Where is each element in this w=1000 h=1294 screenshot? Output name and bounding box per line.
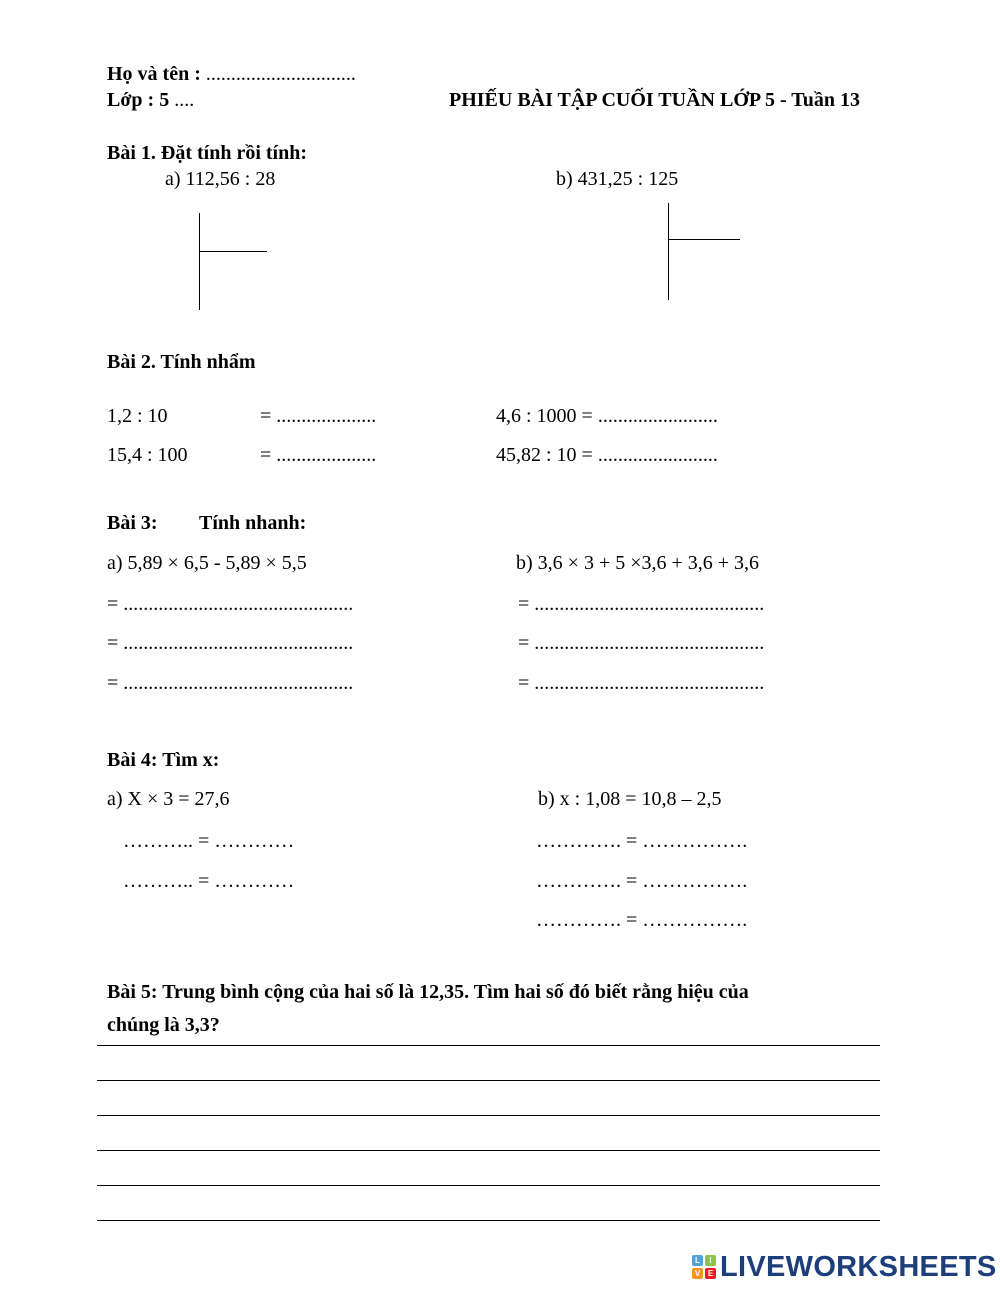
answer-line[interactable] <box>97 1220 880 1221</box>
bai2-row2-expr: 15,4 : 100 <box>107 444 188 466</box>
bai2-heading: Bài 2. Tính nhẩm <box>107 351 256 373</box>
liveworksheets-logo <box>692 1252 997 1282</box>
bai3-a-step-1[interactable]: = .............................................. <box>107 593 354 615</box>
bai4-b-step-1[interactable]: …………. = ……………. <box>536 830 748 852</box>
bai2-row1-right[interactable]: 4,6 : 1000 = ........................ <box>496 405 718 427</box>
bai3-a-step-2[interactable]: = .............................................. <box>107 632 354 654</box>
bai5-question-line-2: chúng là 3,3? <box>107 1014 220 1036</box>
bai1-problem-a: a) 112,56 : 28 <box>165 168 276 190</box>
name-field <box>107 62 356 86</box>
bai4-a-step-1[interactable]: ……….. = ………… <box>123 830 295 852</box>
bai3-b-step-2[interactable]: = .............................................. <box>518 632 765 654</box>
bai3-a-step-3[interactable]: = .............................................. <box>107 672 354 694</box>
bai3-problem-a: a) 5,89 × 6,5 - 5,89 × 5,5 <box>107 552 307 574</box>
answer-line[interactable] <box>97 1150 880 1151</box>
bai2-row1-answer[interactable]: = .................... <box>260 405 377 427</box>
bai3-b-step-3[interactable]: = .............................................. <box>518 672 765 694</box>
bai2-row1-expr: 1,2 : 10 <box>107 405 168 427</box>
bai1-problem-b: b) 431,25 : 125 <box>556 168 679 190</box>
bai3-heading-number: Bài 3: <box>107 512 158 534</box>
bai5-question-line-1: Bài 5: Trung bình cộng của hai số là 12,35. Tìm hai số đó biết rằng hiệu của <box>107 981 749 1003</box>
bai2-row2-right[interactable]: 45,82 : 10 = ........................ <box>496 444 718 466</box>
badge-letter: V <box>692 1268 703 1279</box>
name-label: Họ và tên : <box>107 63 201 85</box>
bai1-heading: Bài 1. Đặt tính rồi tính: <box>107 142 308 164</box>
bai3-b-step-1[interactable]: = .............................................. <box>518 593 765 615</box>
bai2-row2-answer[interactable]: = .................... <box>260 444 377 466</box>
class-blank[interactable]: .... <box>169 89 195 111</box>
badge-letter: L <box>692 1255 703 1266</box>
worksheet-title: PHIẾU BÀI TẬP CUỐI TUẦN LỚP 5 - Tuần 13 <box>449 89 861 111</box>
liveworksheets-wordmark: LIVEWORKSHEETS <box>720 1250 997 1283</box>
answer-line[interactable] <box>97 1080 880 1081</box>
bai4-b-step-2[interactable]: …………. = ……………. <box>536 870 748 892</box>
answer-line[interactable] <box>97 1185 880 1186</box>
bai4-b-step-3[interactable]: …………. = ……………. <box>536 909 748 931</box>
division-bracket-b-horizontal <box>669 239 740 240</box>
badge-letter: I <box>705 1255 716 1266</box>
bai3-heading-title: Tính nhanh: <box>199 512 307 534</box>
bai4-problem-b: b) x : 1,08 = 10,8 – 2,5 <box>538 788 722 810</box>
division-bracket-a-vertical <box>199 213 200 310</box>
answer-line[interactable] <box>97 1115 880 1116</box>
bai4-heading: Bài 4: Tìm x: <box>107 749 220 771</box>
name-blank[interactable]: .............................. <box>200 63 356 85</box>
liveworksheets-badge-icon <box>692 1255 716 1279</box>
class-field <box>107 88 194 112</box>
bai3-problem-b: b) 3,6 × 3 + 5 ×3,6 + 3,6 + 3,6 <box>516 552 760 574</box>
bai4-a-step-2[interactable]: ……….. = ………… <box>123 870 295 892</box>
bai4-problem-a: a) X × 3 = 27,6 <box>107 788 230 810</box>
badge-letter: E <box>705 1268 716 1279</box>
division-bracket-a-horizontal <box>200 251 267 252</box>
class-label: Lớp : 5 <box>107 89 170 111</box>
answer-line[interactable] <box>97 1045 880 1046</box>
division-bracket-b-vertical <box>668 203 669 300</box>
